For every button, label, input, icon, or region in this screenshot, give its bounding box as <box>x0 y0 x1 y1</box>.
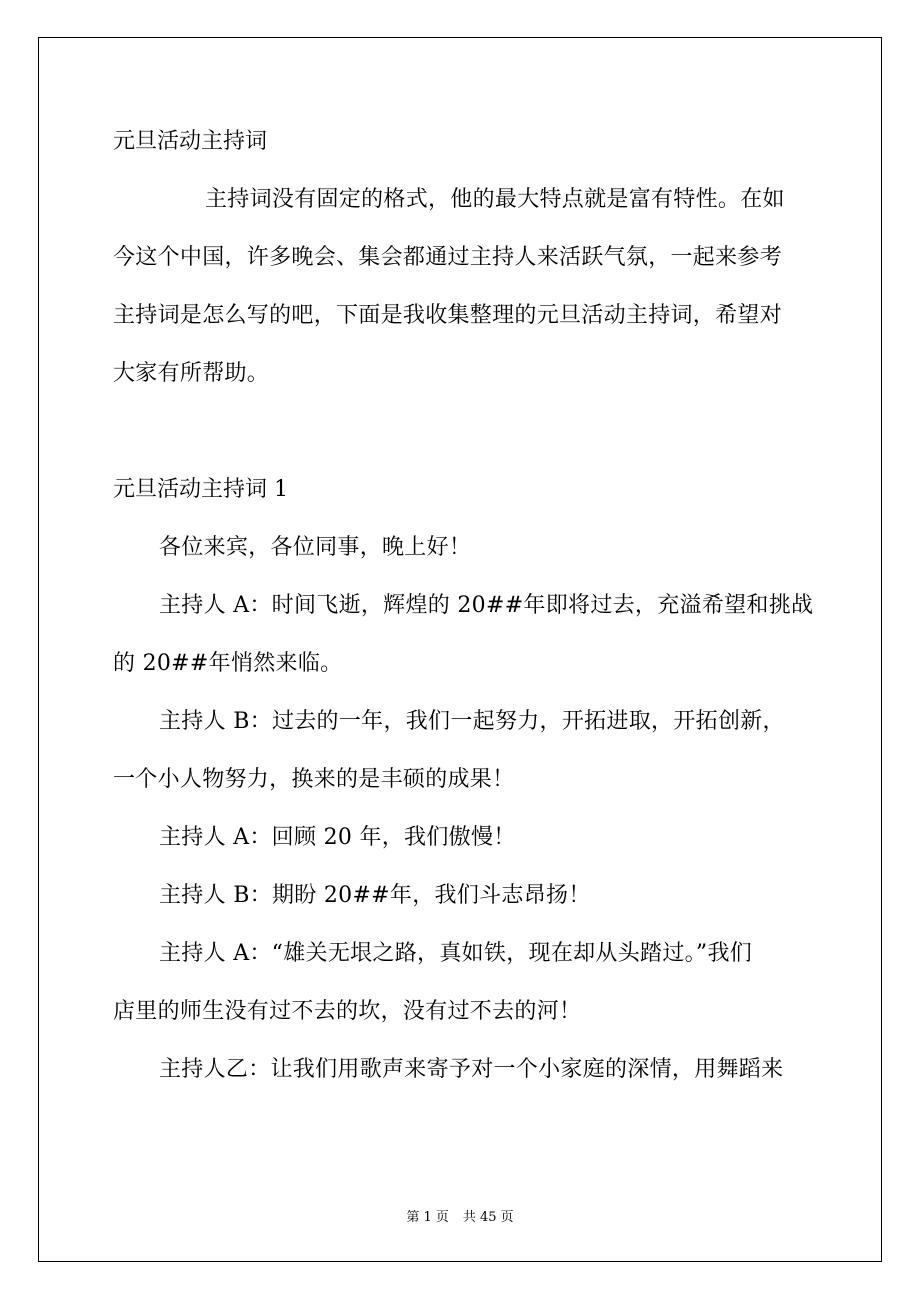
intro-line-4: 大家有所帮助。 <box>113 361 270 386</box>
body-line: 店里的师生没有过不去的坎，没有过不去的河！ <box>113 999 582 1024</box>
document-body <box>113 118 813 1104</box>
page-total: 共 45 页 <box>462 1210 514 1225</box>
paragraph-spacer <box>113 408 813 466</box>
body-line: 主持人 A：时间飞逝，辉煌的 20##年即将过去，充溢希望和挑战 <box>159 593 814 618</box>
intro-line-2: 今这个中国，许多晚会、集会都通过主持人来活跃气氛，一起来参考 <box>113 245 783 270</box>
body-line: 一个小人物努力，换来的是丰硕的成果！ <box>113 767 515 792</box>
body-line: 主持人 A：回顾 20 年，我们傲慢！ <box>159 825 516 850</box>
body-line: 主持人 B：过去的一年，我们一起努力，开拓进取，开拓创新， <box>159 709 785 734</box>
page-number: 第 1 页 <box>406 1210 449 1225</box>
section-title: 元旦活动主持词 1 <box>113 477 288 502</box>
page-footer <box>0 1206 920 1225</box>
body-line: 主持人乙：让我们用歌声来寄予对一个小家庭的深情，用舞蹈来 <box>159 1057 784 1082</box>
body-line: 主持人 A：“雄关无垠之路，真如铁，现在却从头踏过。”我们 <box>159 941 753 966</box>
intro-line-1: 主持词没有固定的格式，他的最大特点就是富有特性。在如 <box>205 187 785 212</box>
body-line: 的 20##年悄然来临。 <box>113 651 343 676</box>
document-title: 元旦活动主持词 <box>113 129 268 154</box>
body-line: 各位来宾，各位同事，晚上好！ <box>159 535 472 560</box>
body-line: 主持人 B：期盼 20##年，我们斗志昂扬！ <box>159 883 591 908</box>
intro-line-3: 主持词是怎么写的吧，下面是我收集整理的元旦活动主持词，希望对 <box>113 303 783 328</box>
